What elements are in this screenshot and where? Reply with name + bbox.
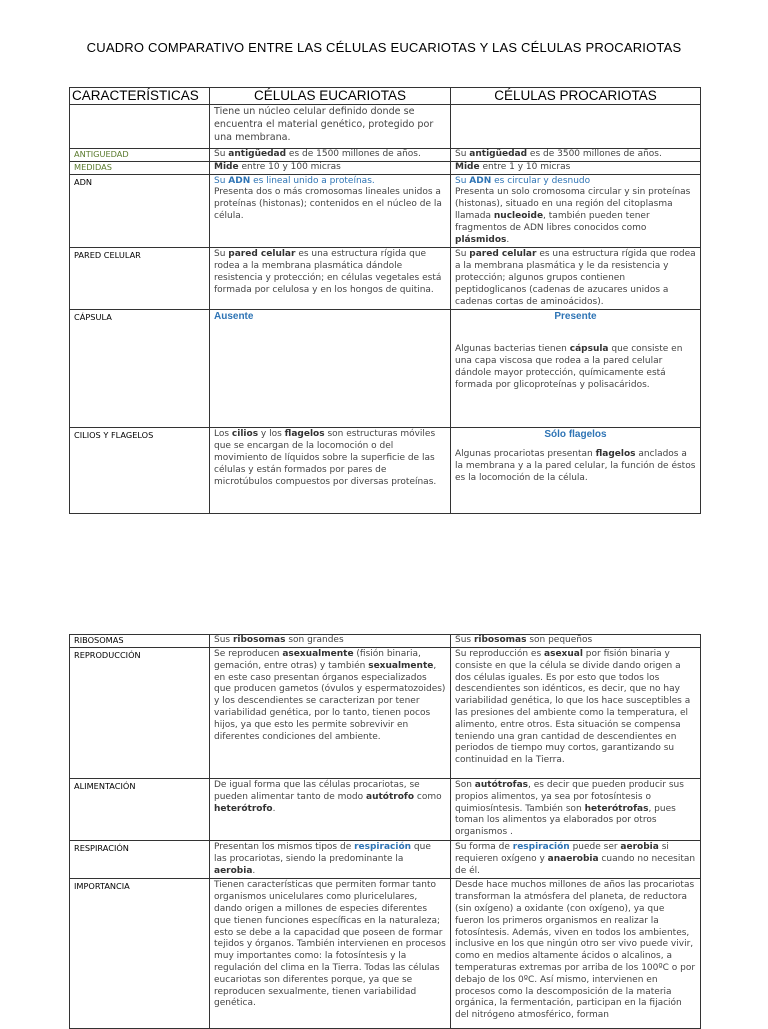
label-cilios-flagelos: CILIOS Y FLAGELOS [70, 428, 210, 514]
row-medidas [70, 161, 701, 174]
pared-procariotas: Su pared celular es una estructura rígida que rodea a la membrana plasmática y le da resistencia y protección; algunos grupos contienen peptidoglicanos (cadenas de azucares unidos a cadenas cortas de aminoácidos). [451, 248, 701, 310]
header-caracteristicas: CARACTERÍSTICAS [70, 88, 210, 105]
reproduccion-eucariotas: Se reproducen asexualmente (fisión binaria, gemación, entre otras) y también sexualmente, en este caso presentan órganos especializados que producen gametos (óvulos y espermatozoides) y los descendientes se caracterizan por tener variabilidad genética, por lo tanto, tienen pocos hijos, ya que esto les permite sobrevivir en diferentes condiciones del ambiente. [210, 648, 451, 779]
adn-procariotas: Su ADN es circular y desnudo Presenta un solo cromosoma circular y sin proteínas (histonas), situado en una región del citoplasma llamada nucleoide, también pueden tener fragmentos de ADN libres conocidos como plásmidos. [451, 174, 701, 248]
row-importancia [70, 879, 701, 1029]
document-title: CUADRO COMPARATIVO ENTRE LAS CÉLULAS EUCARIOTAS Y LAS CÉLULAS PROCARIOTAS [86, 40, 682, 55]
label-alimentacion: ALIMENTACIÓN [70, 779, 210, 841]
medidas-procariotas: Mide entre 1 y 10 micras [451, 161, 701, 174]
ribosomas-procariotas: Sus ribosomas son pequeños [451, 635, 701, 648]
medidas-eucariotas: Mide entre 10 y 100 micras [210, 161, 451, 174]
ribosomas-eucariotas: Sus ribosomas son grandes [210, 635, 451, 648]
antiguedad-eucariotas: Su antigüedad es de 1500 millones de años. [210, 149, 451, 162]
adn-eucariotas: Su ADN es lineal unido a proteínas. Presenta dos o más cromosomas lineales unidos a proteínas (histonas); contenidos en el núcleo de la célula. [210, 174, 451, 248]
intro-procariotas [451, 105, 701, 149]
header-procariotas: CÉLULAS PROCARIOTAS [451, 88, 701, 105]
label-antiguedad: ANTIGUEDAD [70, 149, 210, 162]
row-alimentacion [70, 779, 701, 841]
row-cilios-flagelos [70, 428, 701, 514]
header-eucariotas: CÉLULAS EUCARIOTAS [210, 88, 451, 105]
intro-row [70, 105, 701, 149]
row-capsula [70, 310, 701, 428]
label-capsula: CÁPSULA [70, 310, 210, 428]
importancia-procariotas: Desde hace muchos millones de años las procariotas transforman la atmósfera del planeta, de reductora (sin oxígeno) a oxidante (con oxígeno), ya que fueron los primeros organismos en realizar la fotosíntesis. Además, viven en todos los ambientes, inclusive en los que ningún otro ser vivo puede vivir, como en medios altamente ácidos o alcalinos, a temperaturas extremas por arriba de los 100ºC o por debajo de los 0ºC. Así mismo, intervienen en procesos como la descomposición de la materia orgánica, la fermentación, participan en la fijación del nitrógeno atmosférico, forman [451, 879, 701, 1029]
alimentacion-eucariotas: De igual forma que las células procariotas, se pueden alimentar tanto de modo autótrofo como heterótrofo. [210, 779, 451, 841]
alimentacion-procariotas: Son autótrofas, es decir que pueden producir sus propios alimentos, ya sea por fotosíntesis o quimiosíntesis. También son heterótrofas, pues toman los alimentos ya elaborados por otros organismos . [451, 779, 701, 841]
pared-eucariotas: Su pared celular es una estructura rígida que rodea a la membrana plasmática dándole resistencia y protección; en células vegetales está formada por celulosa y en los hongos de quitina. [210, 248, 451, 310]
label-importancia: IMPORTANCIA [70, 879, 210, 1029]
reproduccion-procariotas: Su reproducción es asexual por fisión binaria y consiste en que la célula se divide dando origen a dos células iguales. Es por esto que todos los descendientes son idénticos, es decir, que no hay variabilidad genética, lo que los hace susceptibles a las presiones del ambiente como la temperatura, el alimento, entre otros. Esta situación se compensa teniendo una gran cantidad de descendientes en periodos de tiempo muy cortos, garantizando su continuidad en la Tierra. [451, 648, 701, 779]
row-antiguedad [70, 149, 701, 162]
row-pared-celular [70, 248, 701, 310]
label-medidas: MEDIDAS [70, 161, 210, 174]
respiracion-procariotas: Su forma de respiración puede ser aerobia si requieren oxígeno y anaerobia cuando no necesitan de él. [451, 840, 701, 878]
intro-eucariotas: Tiene un núcleo celular definido donde se encuentra el material genético, protegido por una membrana. [210, 105, 451, 149]
label-ribosomas: RIBOSOMAS [70, 635, 210, 648]
capsula-eucariotas [210, 310, 451, 428]
label-respiracion: RESPIRACIÓN [70, 840, 210, 878]
row-adn [70, 174, 701, 248]
cilios-procariotas: Sólo flagelos Algunas procariotas presentan flagelos anclados a la membrana y a la pared celular, la función de éstos es la locomoción de la célula. [451, 428, 701, 514]
label-pared-celular: PARED CELULAR [70, 248, 210, 310]
comparison-table-part-1 [69, 87, 701, 514]
capsula-procariotas: Presente Algunas bacterias tienen cápsula que consiste en una capa viscosa que rodea a la pared celular dándole mayor protección, químicamente está formada por glicoproteínas y polisacáridos. [451, 310, 701, 428]
solo-flagelos: Sólo flagelos [544, 429, 607, 441]
capsula-presente: Presente [554, 311, 597, 323]
cilios-eucariotas: Los cilios y los flagelos son estructuras móviles que se encargan de la locomoción o del movimiento de líquidos sobre la superficie de las células y están formados por pares de microtúbulos compuestos por diversas proteínas. [210, 428, 451, 514]
header-row [70, 88, 701, 105]
respiracion-eucariotas: Presentan los mismos tipos de respiración que las procariotas, siendo la predominante la aerobia. [210, 840, 451, 878]
row-reproduccion [70, 648, 701, 779]
label-reproduccion: REPRODUCCIÓN [70, 648, 210, 779]
intro-label-cell [70, 105, 210, 149]
antiguedad-procariotas: Su antigüedad es de 3500 millones de años. [451, 149, 701, 162]
row-respiracion [70, 840, 701, 878]
comparison-table-part-2 [69, 634, 701, 1029]
row-ribosomas [70, 635, 701, 648]
label-adn: ADN [70, 174, 210, 248]
importancia-eucariotas: Tienen características que permiten formar tanto organismos unicelulares como pluricelulares, dando origen a millones de especies diferentes que tienen funciones específicas en la naturaleza; esto se debe a la capacidad que poseen de formar tejidos y órganos. También intervienen en procesos muy importantes como: la fotosíntesis y la regulación del clima en la Tierra. Todas las células eucariotas son diferentes porque, ya que se reproducen sexualmente, tienen variabilidad genética. [210, 879, 451, 1029]
capsula-ausente: Ausente [214, 311, 254, 323]
